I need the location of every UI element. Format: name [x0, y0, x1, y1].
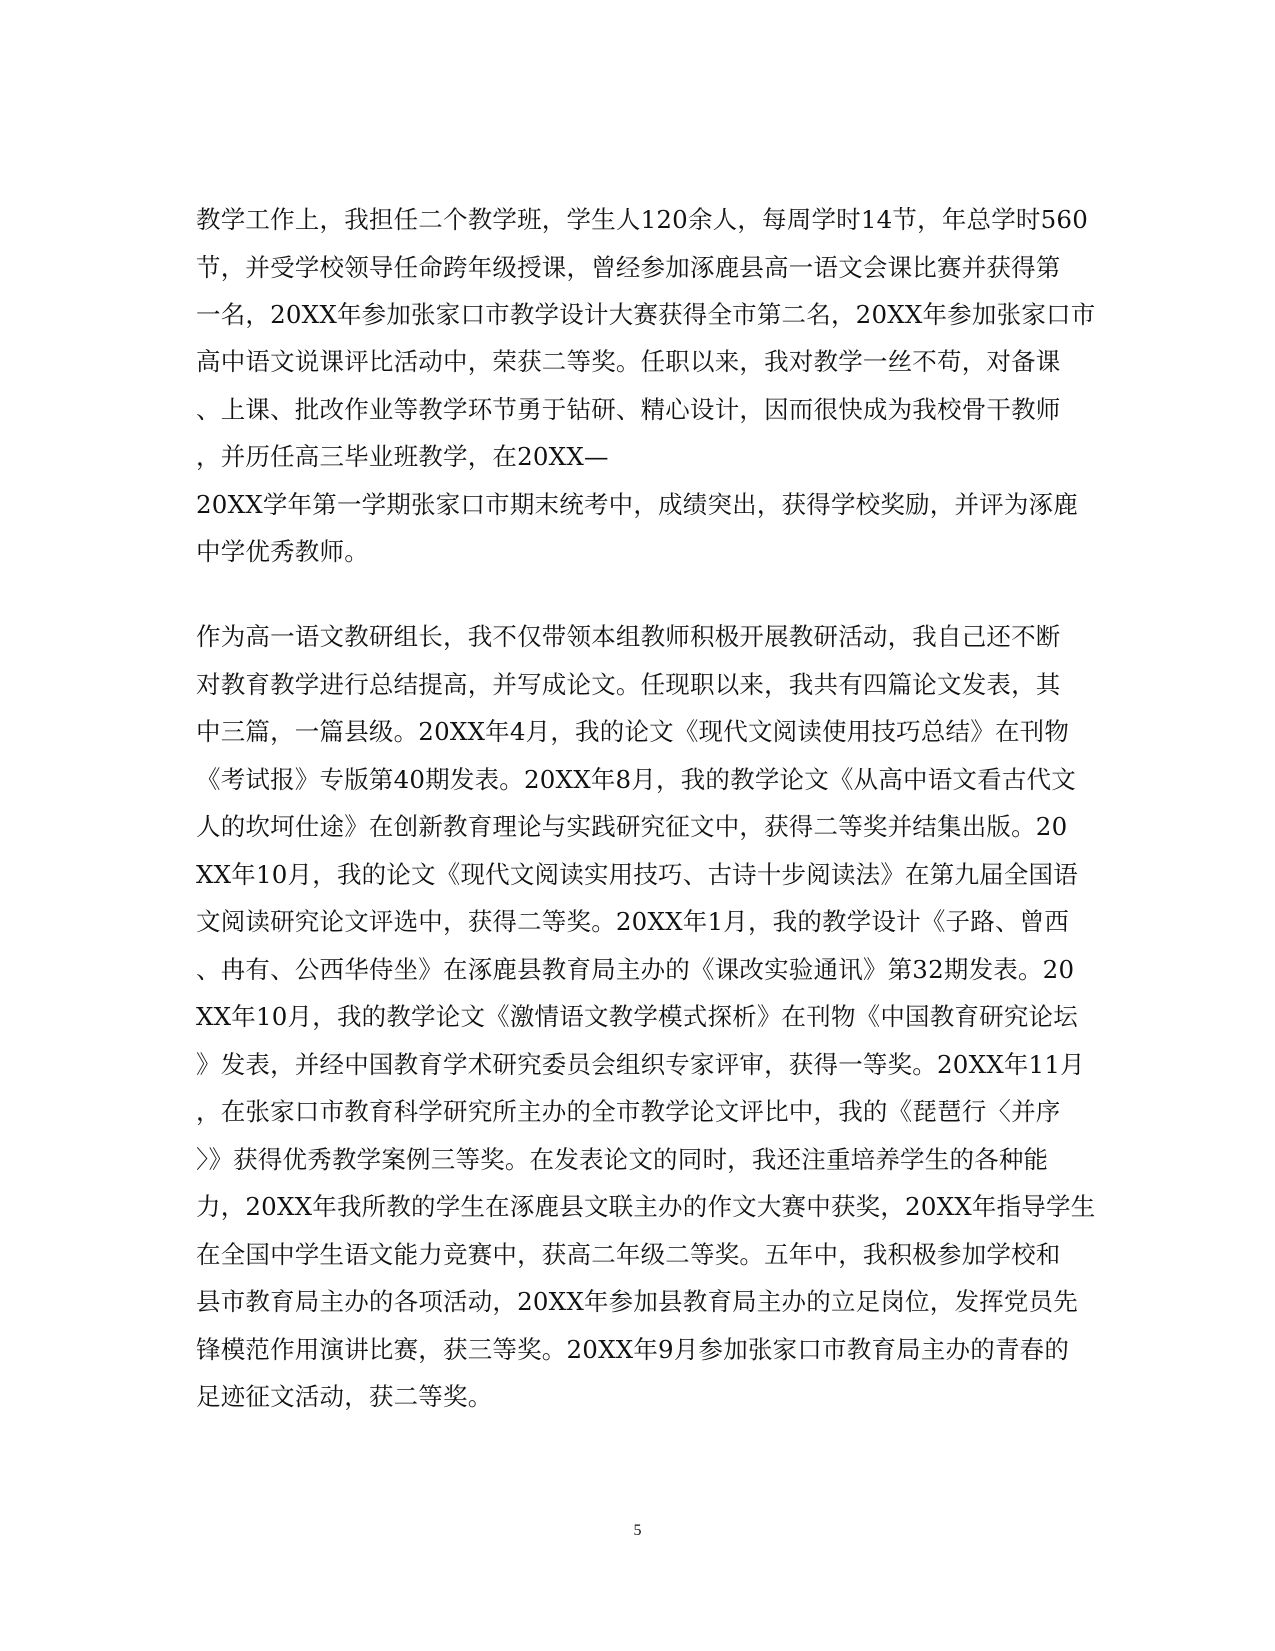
text-line: ，在张家口市教育科学研究所主办的全市教学论文评比中，我的《琵琶行〈并序	[196, 1097, 1061, 1126]
text-line: 对教育教学进行总结提高，并写成论文。任现职以来，我共有四篇论文发表，其	[196, 670, 1061, 699]
text-line: 中三篇，一篇县级。20XX年4月，我的论文《现代文阅读使用技巧总结》在刊物	[196, 717, 1070, 746]
text-line: 力，20XX年我所教的学生在涿鹿县文联主办的作文大赛中获奖，20XX年指导学生	[196, 1192, 1096, 1221]
text-line: 》发表，并经中国教育学术研究委员会组织专家评审，获得一等奖。20XX年11月	[196, 1050, 1085, 1079]
text-line: 20XX学年第一学期张家口市期末统考中，成绩突出，获得学校奖励，并评为涿鹿	[196, 490, 1078, 519]
text-line: 县市教育局主办的各项活动，20XX年参加县教育局主办的立足岗位，发挥党员先	[196, 1287, 1078, 1316]
text-line: 一名，20XX年参加张家口市教学设计大赛获得全市第二名，20XX年参加张家口市	[196, 300, 1096, 329]
text-line: ，并历任高三毕业班教学，在20XX—	[196, 442, 609, 471]
text-line: XX年10月，我的教学论文《激情语文教学模式探析》在刊物《中国教育研究论坛	[196, 1002, 1078, 1031]
text-line: 中学优秀教师。	[196, 537, 369, 566]
text-line: 、上课、批改作业等教学环节勇于钻研、精心设计，因而很快成为我校骨干教师	[196, 395, 1061, 424]
text-line: 锋模范作用演讲比赛，获三等奖。20XX年9月参加张家口市教育局主办的青春的	[196, 1335, 1070, 1364]
text-line: 文阅读研究论文评选中，获得二等奖。20XX年1月，我的教学设计《子路、曾西	[196, 907, 1070, 936]
text-line: 人的坎坷仕途》在创新教育理论与实践研究征文中，获得二等奖并结集出版。20	[196, 812, 1068, 841]
text-line: 、冉有、公西华侍坐》在涿鹿县教育局主办的《课改实验通讯》第32期发表。20	[196, 955, 1075, 984]
text-line: 作为高一语文教研组长，我不仅带领本组教师积极开展教研活动，我自己还不断	[196, 622, 1061, 651]
text-line: 高中语文说课评比活动中，荣获二等奖。任职以来，我对教学一丝不苟，对备课	[196, 347, 1061, 376]
text-line: XX年10月，我的论文《现代文阅读实用技巧、古诗十步阅读法》在第九届全国语	[196, 860, 1078, 889]
text-line: 在全国中学生语文能力竞赛中，获高二年级二等奖。五年中，我积极参加学校和	[196, 1240, 1061, 1269]
text-line: 教学工作上，我担任二个教学班，学生人120余人，每周学时14节，年总学时560	[196, 205, 1088, 234]
text-line: 《考试报》专版第40期发表。20XX年8月，我的教学论文《从高中语文看古代文	[196, 765, 1076, 794]
text-line: 节，并受学校领导任命跨年级授课，曾经参加涿鹿县高一语文会课比赛并获得第	[196, 253, 1061, 282]
page-number: 5	[633, 1522, 642, 1539]
text-line: 〉》获得优秀教学案例三等奖。在发表论文的同时，我还注重培养学生的各种能	[196, 1145, 1049, 1174]
text-line: 足迹征文活动，获二等奖。	[196, 1382, 493, 1411]
